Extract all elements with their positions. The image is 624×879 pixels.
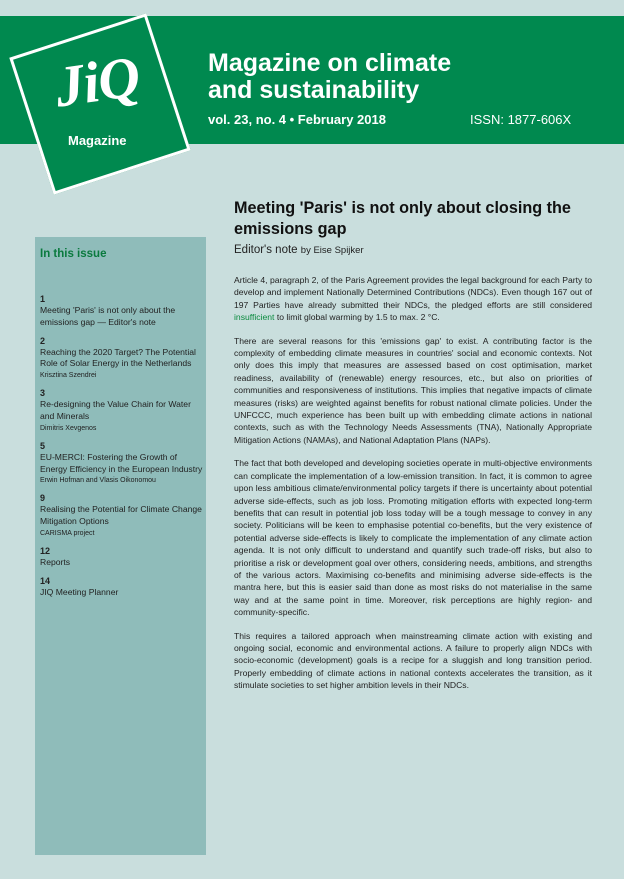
issn: ISSN: 1877-606X — [470, 112, 572, 127]
editor-article — [234, 198, 592, 703]
toc-entry[interactable] — [40, 576, 203, 599]
issue-info: vol. 23, no. 4 • February 2018 — [208, 112, 386, 127]
editors-note-label: Editor's note — [234, 244, 298, 256]
toc-entry[interactable] — [40, 493, 203, 539]
toc-page-number: 1 — [40, 294, 46, 304]
article-body — [234, 274, 592, 692]
toc-entry[interactable] — [40, 294, 203, 329]
toc-entry[interactable] — [40, 336, 203, 382]
toc-page-number: 9 — [40, 493, 46, 504]
toc-page-number: 5 — [40, 440, 46, 451]
toc-title: Reports — [40, 556, 71, 567]
toc-title: Reaching the 2020 Target? The Potential Role of Solar Energy in the Netherlands — [40, 346, 196, 369]
paragraph: There are several reasons for this 'emissions gap' to exist. A contributing factor is the complexity of embedding climate measures in countries' social and economic contexts. Not only does this imply that measures are assessed based on cost optimisation, market readiness, availability of (renewable) energy resources, etc., but also on priorities of communities and responsiveness of institutions. This implies that negative impacts of climate measures (risks) are weighted against benefits for robust national climate policies. Under the UNFCCC, much experience has been built up with embedding climate actions in national contexts, such as with the Technology Needs Assessments (TNA), Nationally Appropriate Mitigation Actions (NAMAs), and National Adaptation Plans (NAPs). — [234, 335, 592, 445]
toc-title: EU-MERCI: Fostering the Growth of Energy Efficiency in the European Industry — [40, 451, 203, 474]
table-of-contents — [40, 294, 203, 606]
toc-author: Krisztina Szendrei — [40, 372, 97, 380]
toc-entry[interactable] — [40, 546, 203, 569]
toc-title: JIQ Meeting Planner — [40, 586, 119, 597]
paragraph — [234, 274, 592, 324]
toc-page-number: 12 — [40, 545, 51, 556]
magazine-title-line2: and sustainability — [208, 76, 420, 104]
article-kicker — [234, 244, 592, 256]
sidebar-heading: In this issue — [40, 248, 107, 260]
toc-title: Realising the Potential for Climate Change Mitigation Options — [40, 504, 202, 527]
toc-title: Meeting 'Paris' is not only about the emissions gap — Editor's note — [40, 305, 176, 327]
sidebar-in-this-issue — [35, 237, 206, 855]
byline: by Eise Spijker — [300, 245, 364, 256]
logo-text: JiQ — [50, 43, 144, 120]
paragraph: The fact that both developed and developing societies operate in multi-objective environments can complicate the implementation of a low-emission transition. In fact, it is common to agree upon less ambitious climate/environmental policy targets if there is uncertainty about potential adverse side-effects, such as job loss. Promoting mitigation efforts with expected long-term benefits that can result in potential job loss today will be a tough message to convey in any society. Politicians will be keen to emphasise potential co-benefits, but the very existence of potential adverse side-effects is likely to complicate the implementation of any climate action agenda. It is not only difficult to understand and quantify such trade-off risks, but also to prioritise a risk or development goal over others, considering needs, ambitions, and strengths of the various actors. Maximising co-benefits and minimising adverse side-effects is the mantra here, but this is easier said than done as most risks do not materialise in the same way and at the same point in time. Moreover, risk perceptions are highly region- and community-specific. — [234, 458, 592, 618]
paragraph-text: to limit global warming by 1.5 to max. 2 °C. — [274, 312, 440, 323]
toc-entry[interactable] — [40, 441, 203, 487]
article-title: Meeting 'Paris' is not only about closing the emissions gap — [234, 199, 571, 238]
toc-author: Erwin Hofman and Vlasis Oikonomou — [40, 477, 156, 485]
toc-entry[interactable] — [40, 388, 203, 434]
magazine-title — [208, 50, 608, 104]
toc-page-number: 3 — [40, 388, 46, 399]
toc-page-number: 14 — [40, 575, 51, 586]
paragraph-text: Article 4, paragraph 2, of the Paris Agreement provides the legal background for each Party to develop and implement Nationally Determined Contributions (NDCs). Even though 167 out of 197 Parties have already submitted their NDCs, the pledged efforts are still considered — [234, 275, 592, 310]
logo-subtext: Magazine — [68, 133, 127, 148]
paragraph: This requires a tailored approach when mainstreaming climate action with existing and ongoing social, economic and environmental actions. A failure to properly align NDCs with socio-economic (development) goals is a recipe for a sluggish and long transition period. Properly embedding of climate actions in national contexts accelerates the transition, as it stimulate societies to set higher ambition levels in their NDCs. — [234, 630, 592, 691]
toc-author: Dimitris Xevgenos — [40, 424, 97, 432]
toc-title: Re-designing the Value Chain for Water and Minerals — [40, 399, 191, 421]
toc-page-number: 2 — [40, 335, 46, 346]
magazine-title-line1: Magazine on climate — [208, 49, 452, 77]
toc-author: CARISMA project — [40, 529, 95, 537]
insufficient-link[interactable]: insufficient — [234, 312, 275, 323]
